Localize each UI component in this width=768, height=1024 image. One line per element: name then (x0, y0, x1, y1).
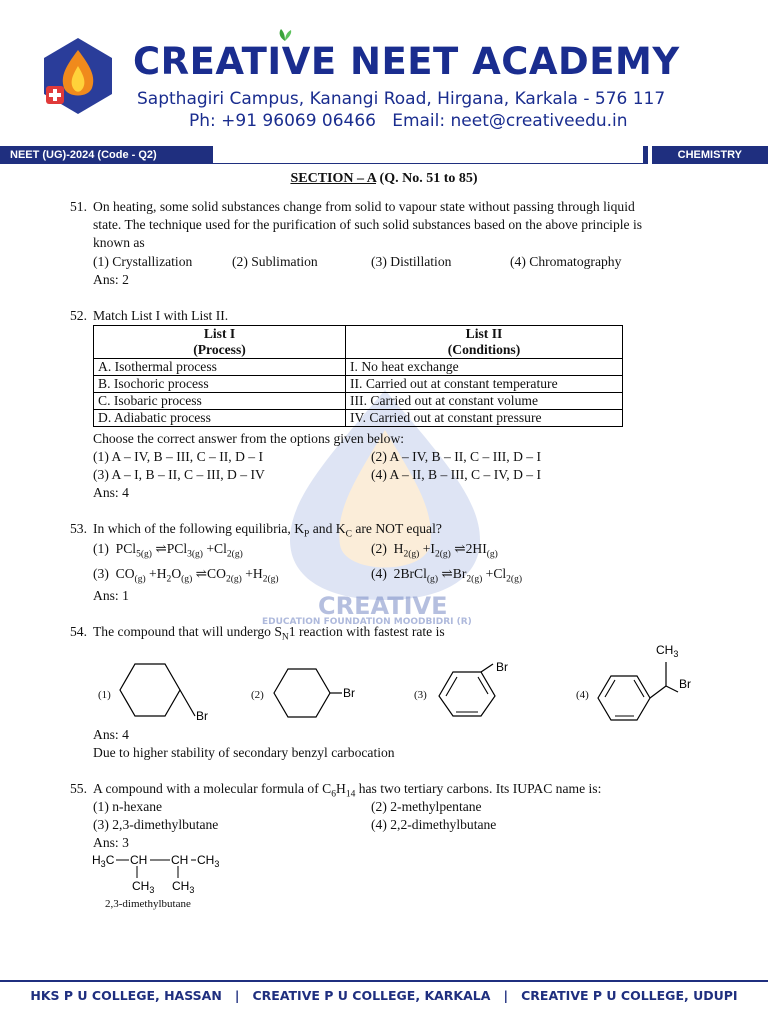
q55-option-3: (3) 2,3-dimethylbutane (93, 817, 219, 832)
list2-subtitle: (Conditions) (447, 342, 521, 357)
q51-option-3: (3) Distillation (371, 254, 452, 269)
q53-option-4-label: (4) (371, 566, 387, 581)
q53-option-1: (1) PCl$_{5(g)}$ ⇌PCl$_{3(g)}$ $+Cl_{2(g)}$ (93, 541, 243, 560)
table-cell: II. Carried out at constant temperature (346, 376, 623, 393)
section-title (0, 171, 768, 187)
table-cell: D. Adiabatic process (94, 410, 346, 427)
table-cell: III. Carried out at constant volume (346, 393, 623, 410)
q52-text: Match List I with List II. (93, 308, 229, 323)
q53-option-2: (2) $H_{2(g)} +I_{2(g)}$ $\rightleftharpoons 2HI_{(g)}$ (371, 541, 498, 560)
equilibrium-arrows-icon: ⇌ (155, 541, 167, 556)
q53-answer: Ans: 1 (93, 588, 129, 603)
exam-bar-gap (213, 146, 643, 164)
q54-label-4: (4) (576, 689, 589, 701)
bromobenzene-structure (436, 660, 516, 720)
structure-br-label: Br (679, 677, 691, 691)
list2-title: List II (465, 326, 503, 341)
q53-option-4: (4) 2BrCl$_{(g)}$ $\rightleftharpoons Br_{2(g)} +Cl_{2(g)}$ (371, 566, 523, 585)
q55-number: 55. (70, 781, 87, 796)
table-header-list1 (94, 326, 346, 359)
q52-answer: Ans: 4 (93, 485, 129, 500)
q51-answer: Ans: 2 (93, 272, 129, 287)
q54-answer: Ans: 4 (93, 727, 129, 742)
structure-br-label: Br (496, 660, 508, 674)
q53-text: In which of the following equilibria, $K_P$ and $K_C$ are NOT equal? (93, 521, 442, 540)
q54-label-2: (2) (251, 689, 264, 701)
table-cell: A. Isothermal process (94, 359, 346, 376)
table-cell: IV. Carried out at constant pressure (346, 410, 623, 427)
q54-label-3: (3) (414, 689, 427, 701)
svg-text:CH3: $CH_3$ (197, 853, 220, 869)
svg-text:CH3: $CH_3$ (132, 879, 155, 895)
bromocyclohexane-structure (272, 665, 362, 721)
q54-reason: Due to higher stability of secondary benzyl carbocation (93, 745, 395, 760)
q55-option-1: (1) n-hexane (93, 799, 163, 814)
1-bromoethylbenzene-structure (596, 640, 706, 722)
exam-bar-line (213, 163, 643, 164)
q52-option-4: (4) A – II, B – III, C – IV, D – I (371, 467, 542, 482)
academy-address: Sapthagiri Campus, Kanangi Road, Hirgana, Karkala - 576 117 (137, 89, 666, 109)
q53-number: 53. (70, 521, 87, 536)
q53-option-3: (3) $CO_{(g)} +H_2O_{(g)}$ $\rightleftharpoons CO_{2(g)} +H_{2(g)}$ (93, 566, 279, 585)
watermark-sub: EDUCATION FOUNDATION MOODBIDRI (R) (262, 617, 472, 627)
q55-option-2: (2) 2-methylpentane (371, 799, 482, 814)
academy-logo (38, 36, 118, 116)
q52-choose: Choose the correct answer from the options given below: (93, 431, 405, 446)
q51-line3: known as (93, 235, 145, 250)
q51-line2: state. The technique used for the purification of such solid substances based on the above principle is (93, 217, 643, 232)
q52-option-1: (1) A – IV, B – III, C – II, D – I (93, 449, 264, 464)
q55-text: A compound with a molecular formula of $C_6H_{14}$ has two tertiary carbons. Its IUPAC name is: (93, 781, 602, 800)
svg-text:CH3: $CH_3$ (172, 879, 195, 895)
footer-divider (0, 980, 768, 982)
q51-option-4: (4) Chromatography (510, 254, 622, 269)
q52-option-3: (3) A – I, B – II, C – III, D – IV (93, 467, 265, 482)
q51-option-2: (2) Sublimation (232, 254, 318, 269)
table-row (94, 376, 623, 393)
q53-option-3-label: (3) (93, 566, 109, 581)
structure-ch3-label: $CH_3$ (656, 643, 679, 659)
table-row (94, 393, 623, 410)
table-row (94, 359, 623, 376)
list1-title: List I (203, 326, 236, 341)
academy-name: CREATIVE NEET ACADEMY (133, 40, 680, 83)
svg-text:CH: CH (130, 853, 148, 867)
q53-option-1-label: (1) (93, 541, 109, 556)
dimethylbutane-structure (92, 850, 232, 896)
q52-number: 52. (70, 308, 87, 323)
svg-text:CH: CH (171, 853, 189, 867)
academy-contact: Ph: +91 96069 06466 Email: neet@creativeedu.in (189, 111, 628, 131)
equilibrium-arrows-icon: ⇌ (454, 541, 466, 556)
table-row (94, 410, 623, 427)
list1-subtitle: (Process) (193, 342, 246, 357)
cyclohexylmethyl-bromide-structure (118, 660, 218, 726)
structure-caption: 2,3-dimethylbutane (105, 898, 191, 910)
table-header-list2 (346, 326, 623, 359)
section-name: SECTION – A (290, 171, 377, 186)
svg-text:H3C: $H_3C$ (92, 853, 115, 869)
table-cell: C. Isobaric process (94, 393, 346, 410)
q51-option-1: (1) Crystallization (93, 254, 193, 269)
leaf-icon (276, 28, 294, 47)
equilibrium-arrows-icon: ⇌ (195, 566, 208, 581)
equilibrium-arrows-icon: ⇌ (441, 566, 453, 581)
watermark-word: CREATIVE (318, 592, 448, 620)
q51-line1: On heating, some solid substances change from solid to vapour state without passing through liquid (93, 199, 635, 214)
section-range: (Q. No. 51 to 85) (376, 171, 478, 186)
match-table (93, 325, 623, 427)
structure-br-label: Br (196, 709, 208, 723)
q54-text: The compound that will undergo $S_N1$ reaction with fastest rate is (93, 624, 445, 643)
q52-option-2: (2) A – IV, B – II, C – III, D – I (371, 449, 542, 464)
q55-option-4: (4) 2,2-dimethylbutane (371, 817, 497, 832)
table-cell: I. No heat exchange (346, 359, 623, 376)
q55-answer: Ans: 3 (93, 835, 129, 850)
exam-code: NEET (UG)-2024 (Code - Q2) (10, 149, 157, 161)
structure-br-label: Br (343, 686, 355, 700)
q51-number: 51. (70, 199, 87, 214)
q54-number: 54. (70, 624, 87, 639)
q53-option-2-label: (2) (371, 541, 387, 556)
subject-label: CHEMISTRY (648, 146, 768, 164)
q54-label-1: (1) (98, 689, 111, 701)
footer-colleges: HKS P U COLLEGE, HASSAN | CREATIVE P U COLLEGE, KARKALA | CREATIVE P U COLLEGE, UDUPI (30, 988, 738, 1003)
table-cell: B. Isochoric process (94, 376, 346, 393)
